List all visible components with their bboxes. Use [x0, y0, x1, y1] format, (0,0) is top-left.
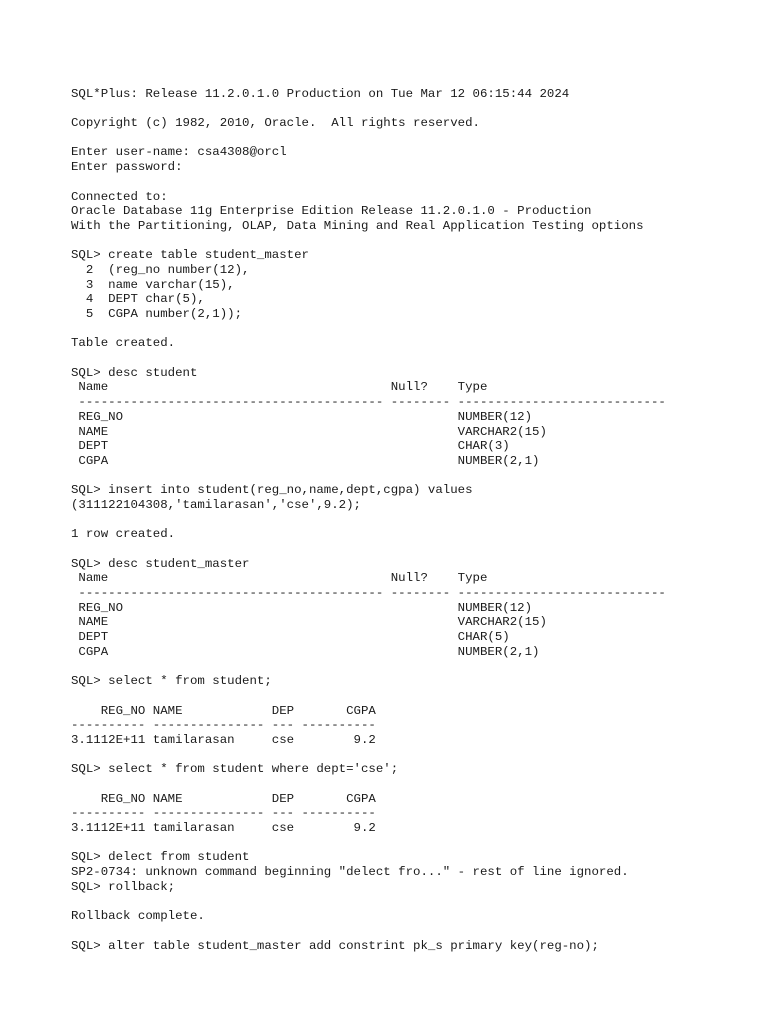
transcript-line: SQL> rollback;	[71, 879, 176, 894]
transcript-line: (311122104308,'tamilarasan','cse',9.2);	[71, 497, 361, 512]
transcript-line: Oracle Database 11g Enterprise Edition Release 11.2.0.1.0 - Production	[71, 204, 592, 219]
transcript-line: SQL> select * from student where dept='cse';	[71, 762, 399, 777]
transcript-line: SQL*Plus: Release 11.2.0.1.0 Production on Tue Mar 12 06:15:44 2024	[71, 86, 570, 101]
transcript-line: Name Null? Type	[71, 380, 488, 395]
transcript-line: 2 (reg_no number(12),	[71, 262, 250, 277]
transcript-line: 4 DEPT char(5),	[71, 292, 205, 307]
transcript-line: REG_NO NAME DEP CGPA	[71, 791, 376, 806]
transcript-line	[71, 748, 768, 763]
transcript-line	[71, 924, 768, 939]
transcript-line: ----------------------------------------- -------- ----------------------------	[71, 395, 666, 410]
transcript-line: Enter password:	[71, 160, 183, 175]
transcript-line: ---------- --------------- --- ----------	[71, 806, 376, 821]
transcript-line: ----------------------------------------- -------- ----------------------------	[71, 586, 666, 601]
transcript-line: 3 name varchar(15),	[71, 277, 235, 292]
transcript-line: SQL> create table student_master	[71, 248, 309, 263]
transcript-line: Enter user-name: csa4308@orcl	[71, 145, 287, 160]
transcript-line: SQL> delect from student	[71, 850, 250, 865]
transcript-line	[71, 322, 768, 337]
transcript-line: SQL> insert into student(reg_no,name,dept,cgpa) values	[71, 483, 473, 498]
transcript-line: 3.1112E+11 tamilarasan cse 9.2	[71, 821, 376, 836]
transcript-line: 1 row created.	[71, 527, 176, 542]
transcript-line: DEPT CHAR(5)	[71, 630, 510, 645]
transcript-line: REG_NO NUMBER(12)	[71, 600, 533, 615]
transcript-line: SQL> select * from student;	[71, 674, 272, 689]
transcript-line: CGPA NUMBER(2,1)	[71, 453, 540, 468]
transcript-line: Name Null? Type	[71, 571, 488, 586]
sqlplus-session-transcript	[71, 72, 768, 953]
transcript-line	[71, 542, 768, 557]
transcript-line: 5 CGPA number(2,1));	[71, 307, 243, 321]
transcript-line: SP2-0734: unknown command beginning "delect fro..." - rest of line ignored.	[71, 865, 629, 880]
transcript-line: NAME VARCHAR2(15)	[71, 424, 547, 439]
transcript-line: Table created.	[71, 336, 176, 351]
transcript-line: REG_NO NAME DEP CGPA	[71, 703, 376, 718]
transcript-line: ---------- --------------- --- ----------	[71, 718, 376, 733]
transcript-line	[71, 131, 768, 146]
transcript-line: CGPA NUMBER(2,1)	[71, 644, 540, 659]
transcript-line	[71, 101, 768, 116]
transcript-line: With the Partitioning, OLAP, Data Mining and Real Application Testing options	[71, 218, 644, 233]
transcript-line: NAME VARCHAR2(15)	[71, 615, 547, 630]
transcript-line: REG_NO NUMBER(12)	[71, 409, 533, 424]
transcript-line: DEPT CHAR(3)	[71, 439, 510, 454]
transcript-line	[71, 660, 768, 675]
transcript-line: SQL> alter table student_master add constrint pk_s primary key(reg-no);	[71, 938, 599, 953]
transcript-line: Connected to:	[71, 189, 168, 204]
transcript-line: 3.1112E+11 tamilarasan cse 9.2	[71, 732, 376, 747]
transcript-line	[71, 513, 768, 528]
transcript-line	[71, 234, 768, 249]
transcript-line	[71, 351, 768, 366]
transcript-line	[71, 895, 768, 910]
transcript-line	[71, 777, 768, 792]
transcript-line: SQL> desc student	[71, 365, 198, 380]
transcript-line	[71, 469, 768, 484]
transcript-line	[71, 72, 768, 87]
transcript-line: Copyright (c) 1982, 2010, Oracle. All rights reserved.	[71, 116, 480, 131]
transcript-line: SQL> desc student_master	[71, 556, 250, 571]
transcript-line	[71, 836, 768, 851]
transcript-line: Rollback complete.	[71, 909, 205, 924]
transcript-line	[71, 175, 768, 190]
transcript-line	[71, 689, 768, 704]
